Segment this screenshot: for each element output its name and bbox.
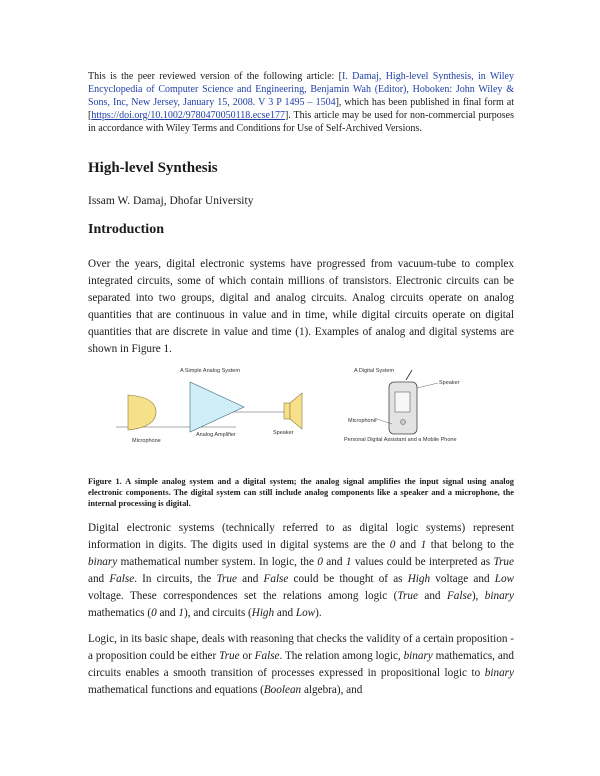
notice-text: ]. This article may be used for non-commercial purposes in accordance with Wiley Terms and Conditions for Use of Self-Archived Versions. [88, 110, 514, 134]
author-line: Issam W. Damaj, Dhofar University [88, 195, 254, 207]
figure-caption: Figure 1. A simple analog system and a digital system; the analog signal amplifies the input signal using analog electronic components. The digital system can still include analog components like a speaker and a microphone, the internal processing is digital. [88, 477, 514, 508]
digital-system-title: A Digital System [354, 368, 395, 374]
microphone-icon [128, 395, 156, 430]
speaker-cone-icon [290, 393, 302, 429]
speaker-icon [284, 403, 290, 419]
antenna-icon [406, 370, 412, 380]
notice-text: ], which has been published in final form at [ [88, 97, 514, 121]
citation-link[interactable]: I. Damaj, High-level Synthesis, in Wiley Encyclopedia of Computer Science and Engineering, Benjamin Wah (Editor), Hoboken: John Wiley & Sons, Inc, New Jersey, January 15, 2008. V 3 P 1495 – 1504 [88, 71, 514, 108]
amplifier-icon [190, 382, 244, 432]
body-paragraph: Logic, in its basic shape, deals with reasoning that checks the validity of a certain proposition - a proposition could be either True or False. The relation among logic, binary mathematics, and circuits enables a smooth transition of processes expressed in propositional logic to binary mathematical functions and equations (Boolean algebra), and [88, 633, 514, 696]
speaker-label-2: Speaker [439, 380, 460, 386]
microphone-label-2: Microphone [348, 418, 377, 424]
paper-title: High-level Synthesis [88, 160, 218, 176]
body-paragraph: Digital electronic systems (technically referred to as digital logic systems) represent information in digits. The digits used in digital systems are the 0 and 1 that belong to the binary mathematical number system. In logic, the 0 and 1 values could be interpreted as True and False. In circuits, the True and False could be thought of as High voltage and Low voltage. These correspondences set the relations among logic (True and False), binary mathematics (0 and 1), and circuits (High and Low). [88, 522, 515, 619]
pda-button-icon [401, 420, 406, 425]
speaker-label: Speaker [273, 430, 294, 436]
figure-1 [116, 362, 510, 452]
microphone-label: Microphone [132, 438, 161, 444]
notice-text: This is the peer reviewed version of the following article: [ [88, 71, 342, 82]
pda-screen-icon [395, 392, 410, 412]
publication-notice [88, 70, 514, 135]
amplifier-label: Analog Amplifier [196, 432, 236, 438]
intro-paragraph: Over the years, digital electronic systems have progressed from vacuum-tube to complex integrated circuits, some of which contain millions of transistors. Electronic circuits can be separated into two groups, digital and analog circuits. Analog circuits operate on analog quantities that are continuous in value and in time, while digital circuits operate on digital quantities that are discrete in value and time (1). Examples of analog and digital systems are shown in Figure 1. [88, 258, 514, 355]
pda-label: Personal Digital Assistant and a Mobile Phone [344, 437, 457, 443]
analog-system-title: A Simple Analog System [180, 368, 240, 374]
doi-link[interactable]: https://doi.org/10.1002/9780470050118.ecse177 [91, 110, 285, 121]
section-heading: Introduction [88, 222, 164, 237]
leader-line [417, 383, 438, 388]
